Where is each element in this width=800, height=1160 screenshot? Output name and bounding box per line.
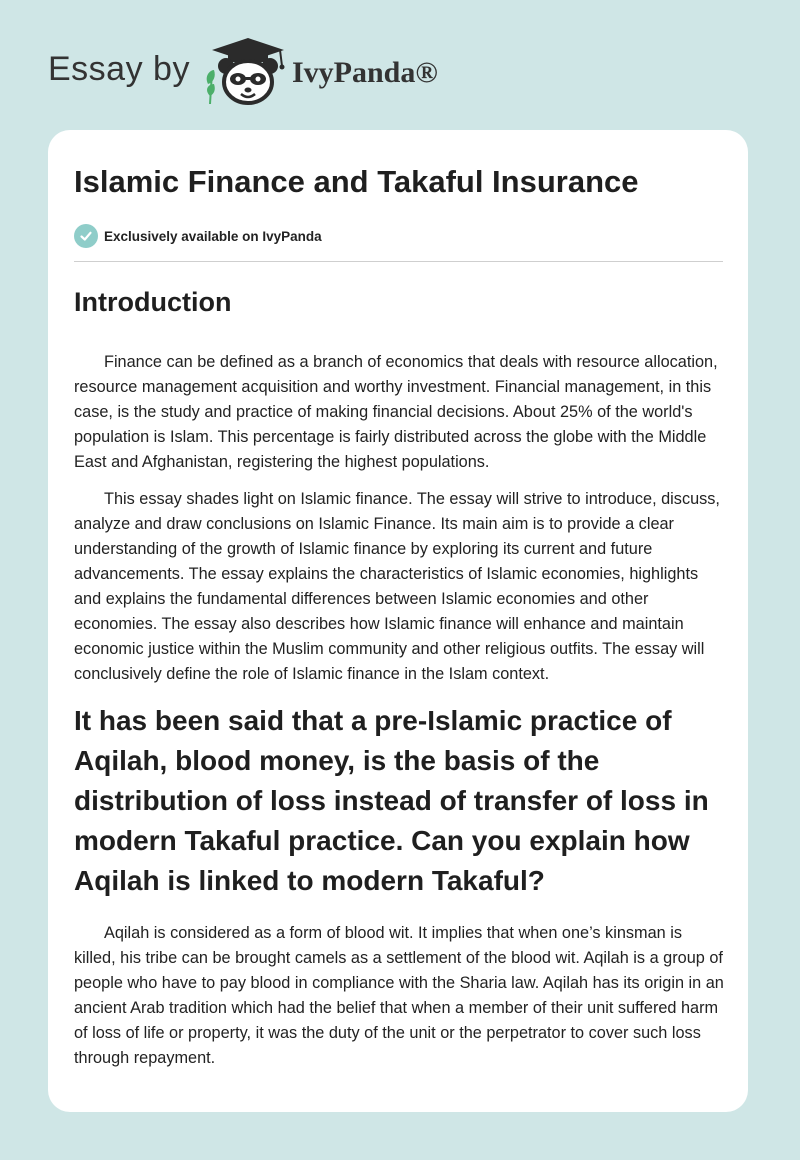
paragraph-intro-2: This essay shades light on Islamic finance. The essay will strive to introduce, discuss, analyze and draw conclusions on Islamic Finance. Its main aim is to provide a clear understanding of the growth of Islamic finance by exploring its current and future advancements. The essay explains the characteristics of Islamic economies, highlights and explains the fundamental differences between Islamic economies and other economies. The essay also describes how Islamic finance will enhance and maintain economic justice within the Muslim community and other religious outfits. The essay will conclusively define the role of Islamic finance in the Islam context.: [74, 490, 720, 683]
essay-content: [74, 280, 724, 1083]
paragraph-question-1: Aqilah is considered as a form of blood wit. It implies that when one’s kinsman is killed, his tribe can be brought camels as a settlement of the blood wit. Aqilah is a group of people who have to pay blood in compliance with the Sharia law. Aqilah has its origin in an ancient Arab tradition which had the belief that when a member of their unit suffered harm of loss of life or property, it was the duty of the unit or the perpetrator to cover such loss through repayment.: [74, 924, 724, 1067]
site-header: [0, 0, 800, 130]
brand-prefix: Essay by: [48, 50, 190, 88]
badge-text: Exclusively available on IvyPanda: [104, 228, 322, 244]
page-title: Islamic Finance and Takaful Insurance: [74, 164, 639, 199]
exclusive-badge: [74, 223, 322, 249]
divider: [74, 261, 723, 262]
panda-graduate-logo-icon[interactable]: [200, 36, 290, 108]
essay-card: [48, 130, 748, 1112]
check-icon: [74, 224, 98, 248]
paragraph-intro-1: Finance can be defined as a branch of economics that deals with resource allocation, resource management acquisition and worthy investment. Financial management, in this case, is the study and practice of making financial decisions. About 25% of the world's population is Islam. This percentage is fairly distributed across the globe with the Middle East and Afghanistan, registering the highest populations.: [74, 353, 718, 471]
section-heading-introduction: Introduction: [74, 287, 232, 317]
section-heading-question: It has been said that a pre-Islamic practice of Aqilah, blood money, is the basis of the distribution of loss instead of transfer of loss in modern Takaful practice. Can you explain how Aqilah is linked to modern Takaful?: [74, 705, 709, 896]
brand-name[interactable]: IvyPanda®: [292, 56, 438, 89]
